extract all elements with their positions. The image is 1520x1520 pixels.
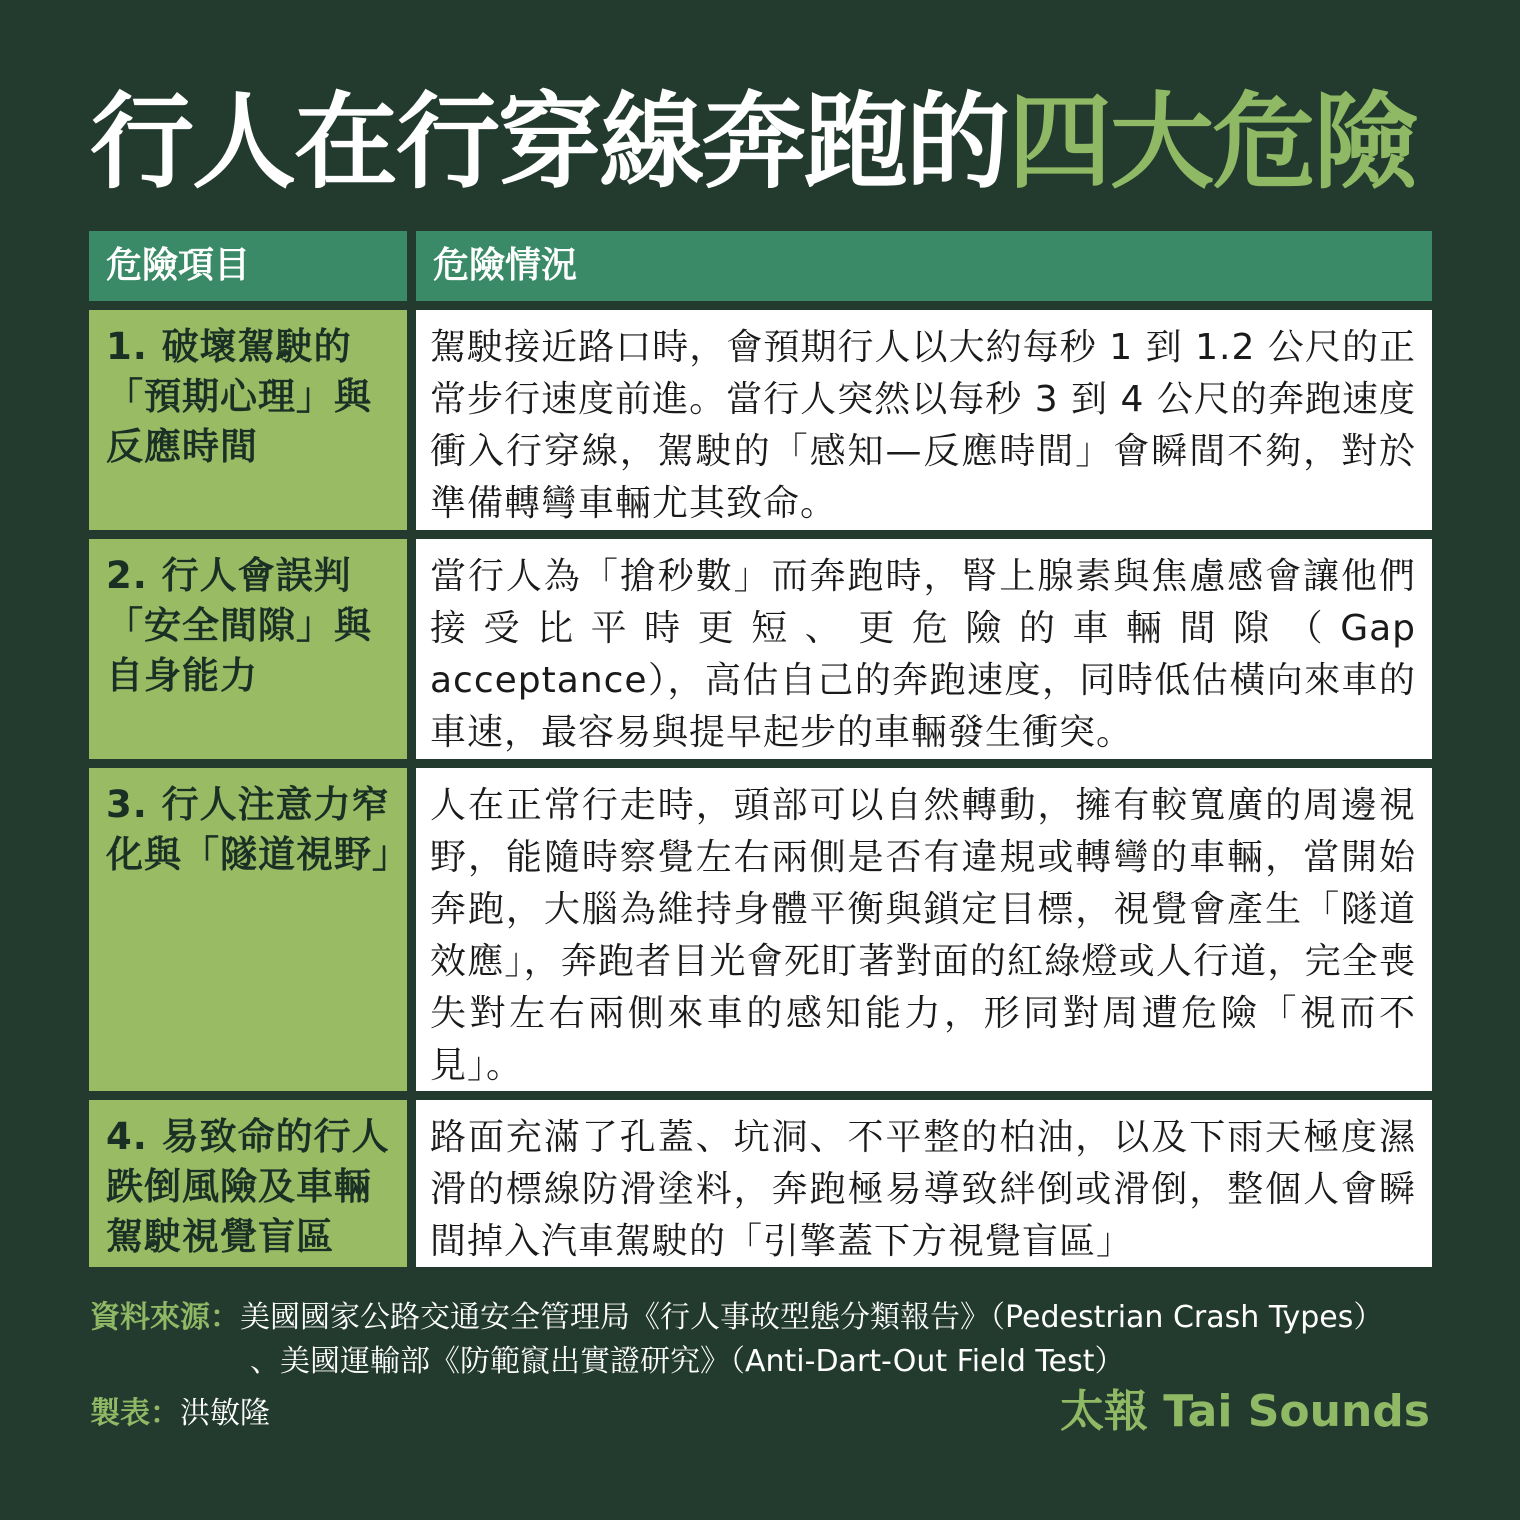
- source-label: 資料來源：: [90, 1300, 240, 1335]
- table-row: [89, 768, 1432, 1091]
- hazard-description: 路面充滿了孔蓋、坑洞、不平整的柏油，以及下雨天極度濕滑的標線防滑塗料，奔跑極易導致絆倒或滑倒，整個人會瞬間掉入汽車駕駛的「引擎蓋下方視覺盲區」: [416, 1100, 1432, 1267]
- brand-logo-text: 太報 Tai Sounds: [1059, 1386, 1430, 1437]
- hazard-item: 2. 行人會誤判「安全間隙」與自身能力: [89, 539, 407, 759]
- hazard-description: 駕駛接近路口時，會預期行人以大約每秒 1 到 1.2 公尺的正常步行速度前進。當行人突然以每秒 3 到 4 公尺的奔跑速度衝入行穿線，駕駛的「感知—反應時間」會瞬間不夠，對於準備轉彎車輛尤其致命。: [416, 310, 1432, 530]
- header-item: 危險項目: [89, 231, 407, 301]
- source-text-2: 、美國運輸部《防範竄出實證研究》（Anti-Dart-Out Field Test）: [250, 1344, 1125, 1379]
- hazard-item: 3. 行人注意力窄化與「隧道視野」: [89, 768, 407, 1091]
- hazard-description: 人在正常行走時，頭部可以自然轉動，擁有較寬廣的周邊視野，能隨時察覺左右兩側是否有違規或轉彎的車輛，當開始奔跑，大腦為維持身體平衡與鎖定目標，視覺會產生「隧道效應」，奔跑者目光會死盯著對面的紅綠燈或人行道，完全喪失對左右兩側來車的感知能力，形同對周遭危險「視而不見」。: [416, 768, 1432, 1091]
- title-highlight: 四大危險: [1008, 81, 1417, 203]
- source-note: [90, 1296, 1450, 1384]
- title-main: 行人在行穿線奔跑的: [90, 81, 1009, 203]
- table-row: [89, 310, 1432, 530]
- maker-credit: [90, 1392, 270, 1436]
- table-row: [89, 1100, 1432, 1267]
- maker-name: 洪敏隆: [180, 1396, 270, 1431]
- hazard-description: 當行人為「搶秒數」而奔跑時，腎上腺素與焦慮感會讓他們接受比平時更短、更危險的車輛間隙（Gap acceptance），高估自己的奔跑速度，同時低估橫向來車的車速，最容易與提早起步的車輛發生衝突。: [416, 539, 1432, 759]
- source-line-1: [90, 1296, 1450, 1340]
- table-row: [89, 539, 1432, 759]
- maker-label: 製表：: [90, 1396, 180, 1431]
- hazard-item: 1. 破壞駕駛的「預期心理」與反應時間: [89, 310, 407, 530]
- hazard-item: 4. 易致命的行人跌倒風險及車輛駕駛視覺盲區: [89, 1100, 407, 1267]
- source-text-1: 美國國家公路交通安全管理局《行人事故型態分類報告》（Pedestrian Crash Types）: [240, 1300, 1384, 1335]
- table-header-row: [89, 231, 1432, 301]
- hazard-table: [89, 231, 1432, 1276]
- page-title: [90, 72, 1450, 212]
- header-situation: 危險情況: [416, 231, 1432, 301]
